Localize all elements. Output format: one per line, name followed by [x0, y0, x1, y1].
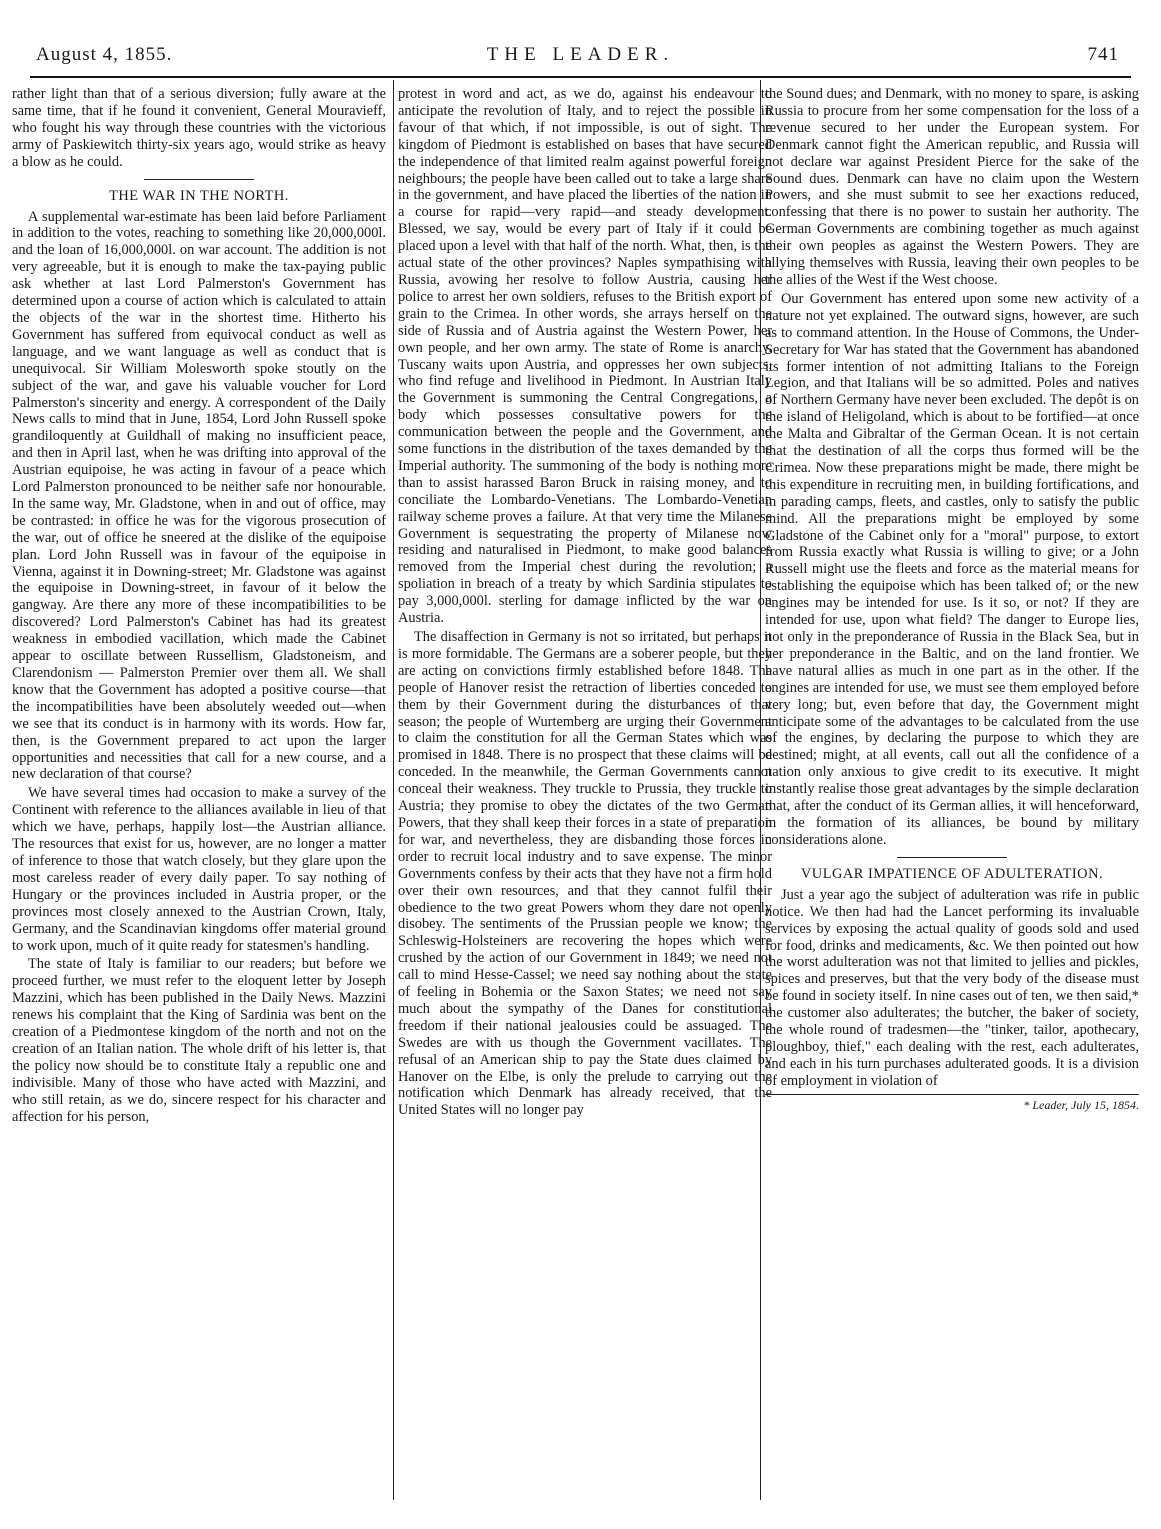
column-divider [393, 80, 394, 1500]
paragraph: the Sound dues; and Denmark, with no money to spare, is asking Russia to procure from her some compensation for the loss of a revenue secured to her under the European system. For Denmark cannot fight the American republic, and Russia will not declare war against President Pierce for the sake of the Sound dues. Denmark can have no claim upon the Western Powers, and she must submit to see her exactions reduced, confessing that there is no power to sustain her authority. The German Governments are combining together as much against their own peoples as against the Western Powers. They are allying themselves with Russia, leaving their own peoples to be the allies of the West if the West choose. [765, 86, 1139, 288]
page-number: 741 [1087, 44, 1119, 65]
column-3 [765, 86, 1139, 1496]
column-2 [398, 86, 772, 1496]
paragraph: A supplemental war-estimate has been laid before Parliament in addition to the votes, reaching to something like 20,000,000l. and the loan of 16,000,000l. on war account. The addition is not very agreeable, but it is enough to make the tax-paying public ask whether at last Lord Palmerston's Government has determined upon a course of action which is calculated to attain the objects of the war in the shortest time. Hitherto his Government has suffered from equivocal conduct as well as language, and we want language as well as conduct that is unequivocal. Sir William Molesworth spoke stoutly on the subject of the war, and gave his valuable voucher for Lord Palmerston's sincerity and energy. A correspondent of the Daily News calls to mind that in June, 1854, Lord John Russell spoke grandiloquently at Guildhall of making no insufficient peace, and then in April last, when he was drifting into approval of the Austrian equipoise, he was acting in favour of a peace which Lord Palmerston pronounced to be neither safe nor honourable. In the same way, Mr. Gladstone, when in and out of office, may be contrasted: in office he was for the vigorous prosecution of the war, out of office he sneered at the dislike of the equipoise plan. Lord John Russell was in favour of the equipoise in Vienna, against it in Downing-street; Mr. Gladstone was against the equipoise in Downing-street, in favour of it below the gangway. Are there any more of these incompatibilities to be discovered? Lord Palmerston's Cabinet has had its greatest weakness in embodied vacillation, which made the Cabinet appear to oscillate between Russellism, Gladstoneism, and Clarendonism — Palmerston Premier over them all. We shall know that the Government has adopted a positive course—that the incompatibilities have been absolutely weeded out—when we see that its conduct is in harmony with its words. How far, then, is the Government prepared to act upon the larger opportunities and necessities that call for a new course, and a new declaration of that course? [12, 208, 386, 783]
paragraph: The disaffection in Germany is not so irritated, but perhaps it is more formidable. The Germans are a soberer people, but they are acting on convictions firmly established before 1848. The people of Hanover resist the retraction of liberties conceded to them by their Government during the disturbances of that season; the people of Wurtemberg are urging their Government to claim the constitution for all the German States which was promised in 1848. There is no prospect that these claims will be conceded. In the meanwhile, the German Governments cannot conceal their weakness. They truckle to Prussia, they truckle to Austria; they promise to obey the dictates of the two German Powers, that they shall keep their forces in a state of preparation for war, and nevertheless, they are disbanding those forces in order to recruit local industry and to save expense. The minor Governments confess by their acts that they have not a firm hold over their own resources, and that they cannot fulfil their obedience to the two great Powers whom they dare not openly disobey. The sentiments of the Prussian people we know; the Schleswig-Holsteiners are recovering the hopes which were crushed by the action of our Government in 1849; we need not call to mind Hesse-Cassel; we need say nothing about the state of feeling in Bohemia or the Saxon States; we need not say much about the sympathy of the Danes for constitutional freedom if their national jealousies could be assuaged. The Swedes are with us though the Government vacillates. The refusal of an American ship to pay the State dues claimed by Hanover on the Elbe, is only the prelude to carrying out the notification which Denmark has already received, that the United States will no longer pay [398, 629, 772, 1119]
issue-date: August 4, 1855. [36, 44, 173, 65]
footnote: * Leader, July 15, 1854. [765, 1094, 1139, 1114]
paragraph: protest in word and act, as we do, against his endeavour to anticipate the revolution of Italy, and to reject the possible in favour of that which, if not impossible, is out of sight. The kingdom of Piedmont is established on bases that have secured the independence of that limited realm against powerful foreign neighbours; the people have been called out to take a large share in the government, and have placed the liberties of the nation in a course for rapid—very rapid—and steady development. Blessed, we say, would be every part of Italy if it could be placed upon a level with that half of the north. What, then, is the actual state of the other provinces? Naples sympathising with Russia, avowing her resolve to follow Austria, causing her police to arrest her own soldiers, refuses to the British export of grain to the Crimea. In other words, she arrays herself on the side of Russia and of Austria against the Western Power, her own people, and her own army. The state of Rome is anarchy. Tuscany waits upon Austria, and oppresses her own subjects, who find refuge and livelihood in Piedmont. In Austrian Italy the Government is summoning the Central Congregations, a body which possesses consultative powers for the communication between the people and the Government, and some functions in the distribution of the taxes demanded by the Imperial authority. The summoning of the body is nothing more than to assist harassed Baron Bruck in raising money, and to conciliate the Lombardo-Venetians. The Lombardo-Venetian railway scheme proves a failure. At that very time the Milanese Government is sequestrating the property of Milanese now residing and naturalised in Piedmont, to make good balances removed from the Imperial chest during the revolution; a spoliation in breach of a treaty by which Sardinia stipulates to pay 3,000,000l. sterling for damage inflicted by the war on Austria. [398, 86, 772, 627]
page-header [14, 44, 1147, 70]
article-heading: THE WAR IN THE NORTH. [109, 187, 289, 204]
masthead-title: THE LEADER. [486, 44, 675, 65]
article-heading: VULGAR IMPATIENCE OF ADULTERATION. [800, 865, 1104, 882]
section-rule [144, 179, 254, 180]
section-rule [897, 857, 1007, 858]
paragraph: Just a year ago the subject of adulteration was rife in public notice. We then had had the Lancet performing its invaluable services by exposing the actual quality of goods sold and used for food, drinks and medicaments, &c. We then pointed out how the worst adulteration was not that limited to jellies and pickles, spices and preserves, but that the very body of the disease must be found in society itself. In nine cases out of ten, we then said,* the customer also adulterates; the butcher, the baker of society, the whole round of tradesmen—the "tinker, tailor, apothecary, ploughboy, thief," each dealing with the rest, each adulterates, and each in his turn purchases adulterated goods. It is a division of employment in violation of [765, 886, 1139, 1089]
paragraph: rather light than that of a serious diversion; fully aware at the same time, that if he found it convenient, General Mouravieff, who fought his way through these countries with the victorious army of Paskiewitch thirty-six years ago, would strike as heavy a blow as he could. [12, 86, 386, 170]
column-1 [12, 86, 386, 1496]
paragraph: Our Government has entered upon some new activity of a nature not yet explained. The outward signs, however, are such as to command attention. In the House of Commons, the Under-Secretary for War has stated that the Government has abandoned its former intention of not admitting Italians to the Foreign Legion, and that Italians will be so admitted. Poles and natives of Northern Germany have never been excluded. The depôt is on the island of Heligoland, which is about to be fortified—at once the Malta and Gibraltar of the German Ocean. It is not certain that the destination of all the corps thus formed will be the Crimea. Now these preparations might be made, there might be this expenditure in recruiting men, in building fortifications, and in parading camps, fleets, and castles, only to satisfy the public mind. All the preparations might be employed by some Gladstone of the Cabinet only for a "moral" purpose, to extort from Russia exactly what Russia is willing to give; or a John Russell might use the fleets and force as the material means for establishing the equipoise which has been talked of; or the new engines may be intended for use. Is it so, or not? If they are intended for use, upon what field? The danger to Europe lies, not only in the preponderance of Russia in the Black Sea, but in her preponderance in the Baltic, and on the land frontier. We have natural allies as much in one part as in the other. If the engines are intended for use, we must see them employed before very long; but, even before that day, the Government might anticipate some of the advantages to be calculated from the use of the engines, by declaring the purpose to which they are destined; might, at all events, call out all the confidence of a nation only anxious to give credit to its executive. It might instantly realise those great advantages by the simple declaration that, after the conduct of its German allies, it will henceforward, in the formation of its alliances, be bound by military considerations alone. [765, 290, 1139, 848]
paragraph: The state of Italy is familiar to our readers; but before we proceed further, we must refer to the eloquent letter by Joseph Mazzini, which has been published in the Daily News. Mazzini renews his complaint that the King of Sardinia was bent on the creation of a Piedmontese kingdom of the north and not on the creation of an Italian nation. The whole drift of his letter is, that the policy now should be to constitute Italy a republic one and indivisible. Many of those who have acted with Mazzini, and who still retain, as we do, sincere respect for his character and affection for his person, [12, 956, 386, 1125]
header-rule [30, 76, 1131, 78]
paragraph: We have several times had occasion to make a survey of the Continent with reference to the alliances available in lieu of that which we have, perhaps, happily lost—the Austrian alliance. The resources that exist for us, however, are no longer a matter of inference to those that watch closely, but they glare upon the most careless reader of every daily paper. To say nothing of Hungary or the provinces included in Austria proper, or the provinces most closely annexed to the Austrian Crown, Italy, Germany, and the Scandinavian kingdoms offer material ground to work upon, much of it quite ready for statesmen's handling. [12, 785, 386, 954]
